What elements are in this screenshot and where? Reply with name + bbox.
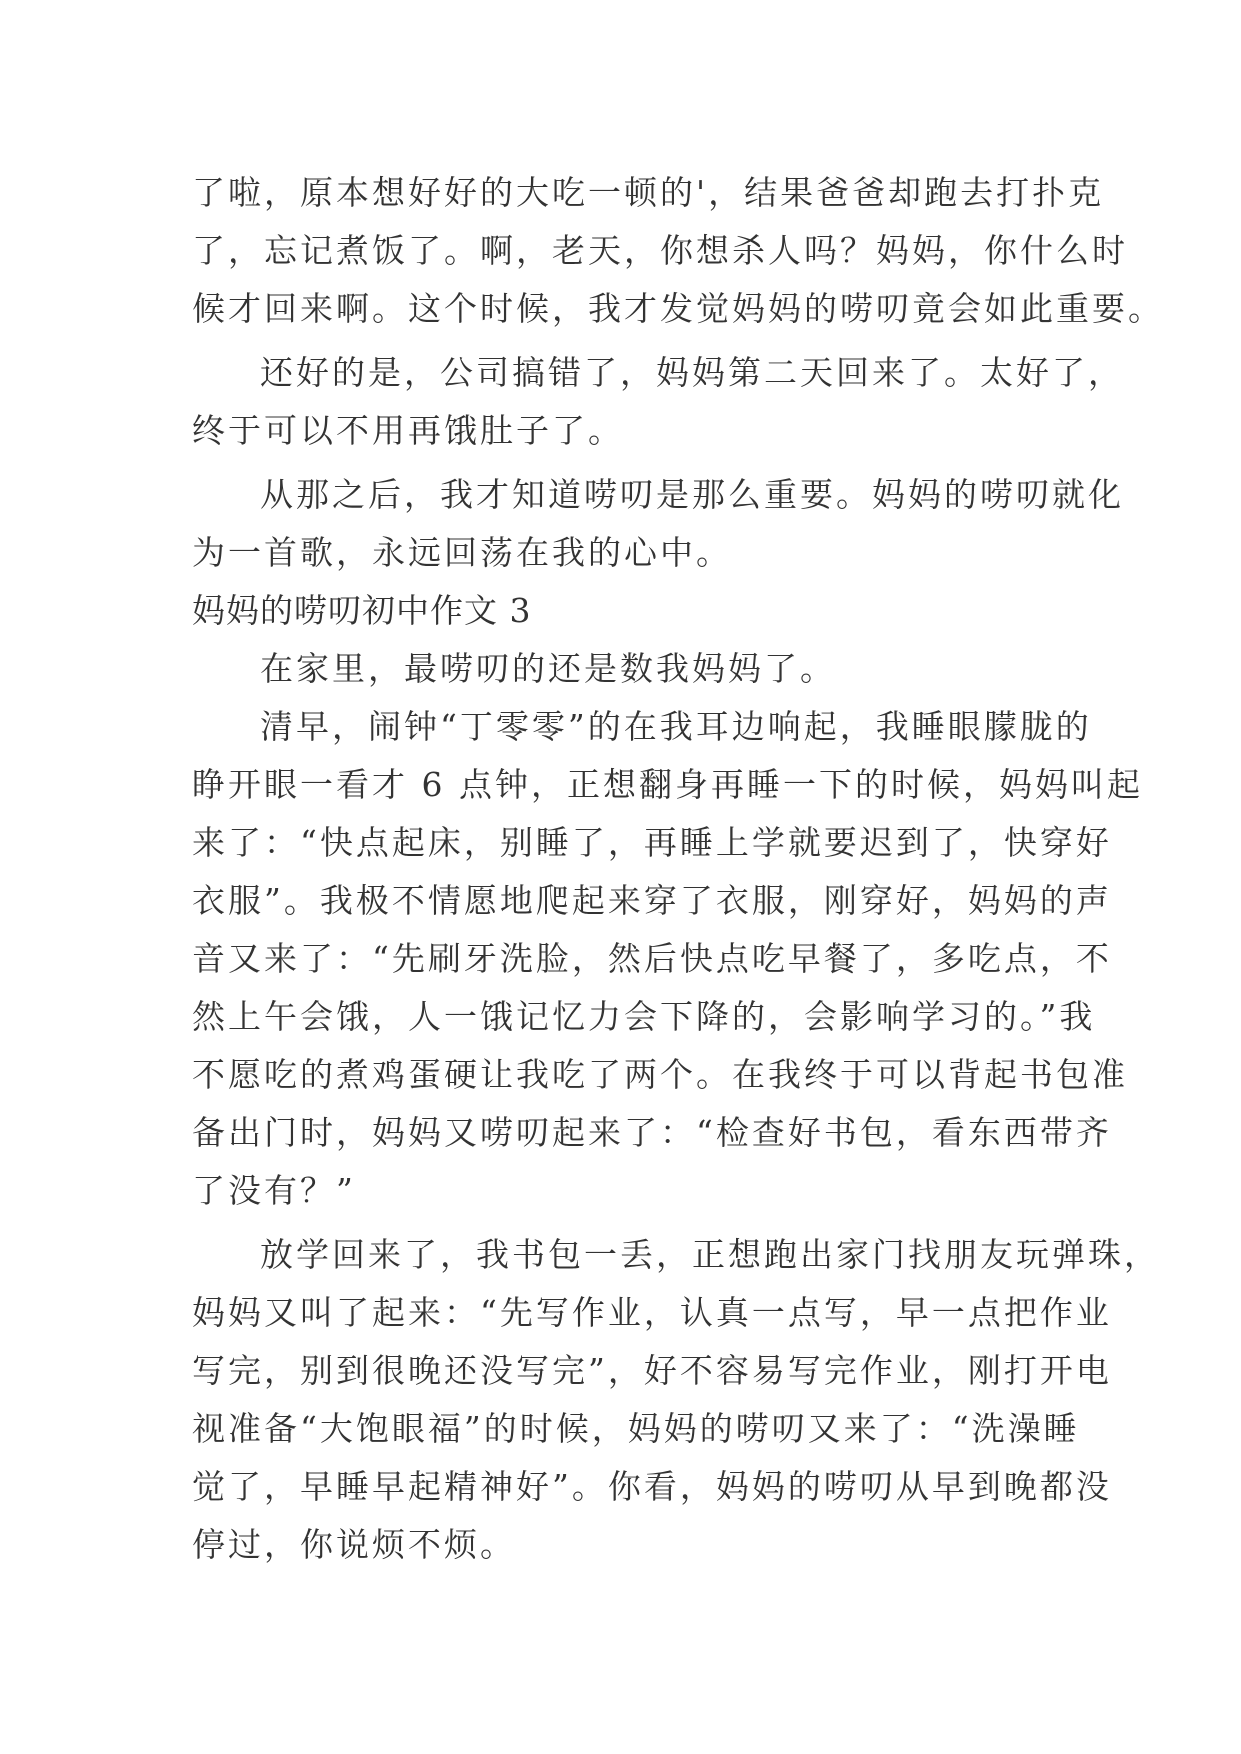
essay-body — [192, 164, 1164, 1574]
text-line: 不愿吃的煮鸡蛋硬让我吃了两个。在我终于可以背起书包准 — [192, 1055, 1128, 1094]
text-line: 来了：“快点起床，别睡了，再睡上学就要迟到了，快穿好 — [192, 823, 1112, 862]
paragraph-start-line: 在家里，最唠叨的还是数我妈妈了。 — [260, 649, 836, 688]
text-line: 候才回来啊。这个时候，我才发觉妈妈的唠叨竟会如此重要。 — [192, 289, 1164, 328]
text-line: 觉了，早睡早起精神好”。你看，妈妈的唠叨从早到晚都没 — [192, 1467, 1112, 1506]
text-line: 终于可以不用再饿肚子了。 — [192, 411, 624, 450]
text-line: 备出门时，妈妈又唠叨起来了：“检查好书包，看东西带齐 — [192, 1113, 1112, 1152]
text-line: 了，忘记煮饭了。啊，老天，你想杀人吗？妈妈，你什么时 — [192, 231, 1128, 270]
paragraph-start-line: 还好的是，公司搞错了，妈妈第二天回来了。太好了， — [260, 353, 1124, 392]
text-line: 衣服”。我极不情愿地爬起来穿了衣服，刚穿好，妈妈的声 — [192, 881, 1112, 920]
text-line: 写完，别到很晚还没写完”，好不容易写完作业，刚打开电 — [192, 1351, 1112, 1390]
text-line: 然上午会饿，人一饿记忆力会下降的，会影响学习的。”我 — [192, 997, 1096, 1036]
text-line: 妈妈又叫了起来：“先写作业，认真一点写，早一点把作业 — [192, 1293, 1112, 1332]
section-heading: 妈妈的唠叨初中作文 3 — [192, 591, 532, 630]
paragraph-start-line: 从那之后，我才知道唠叨是那么重要。妈妈的唠叨就化 — [260, 475, 1124, 514]
paragraph-start-line: 放学回来了，我书包一丢，正想跑出家门找朋友玩弹珠， — [260, 1235, 1160, 1274]
text-line: 了啦，原本想好好的大吃一顿的'，结果爸爸却跑去打扑克 — [192, 173, 1105, 212]
text-line: 音又来了：“先刷牙洗脸，然后快点吃早餐了，多吃点，不 — [192, 939, 1112, 978]
text-line: 视准备“大饱眼福”的时候，妈妈的唠叨又来了：“洗澡睡 — [192, 1409, 1080, 1448]
text-line: 为一首歌，永远回荡在我的心中。 — [192, 533, 732, 572]
text-line: 睁开眼一看才 6 点钟，正想翻身再睡一下的时候，妈妈叫起 — [192, 765, 1143, 804]
text-line: 停过，你说烦不烦。 — [192, 1525, 516, 1564]
paragraph-start-line: 清早，闹钟“丁零零”的在我耳边响起，我睡眼朦胧的 — [260, 707, 1092, 746]
text-line: 了没有？” — [192, 1171, 356, 1210]
